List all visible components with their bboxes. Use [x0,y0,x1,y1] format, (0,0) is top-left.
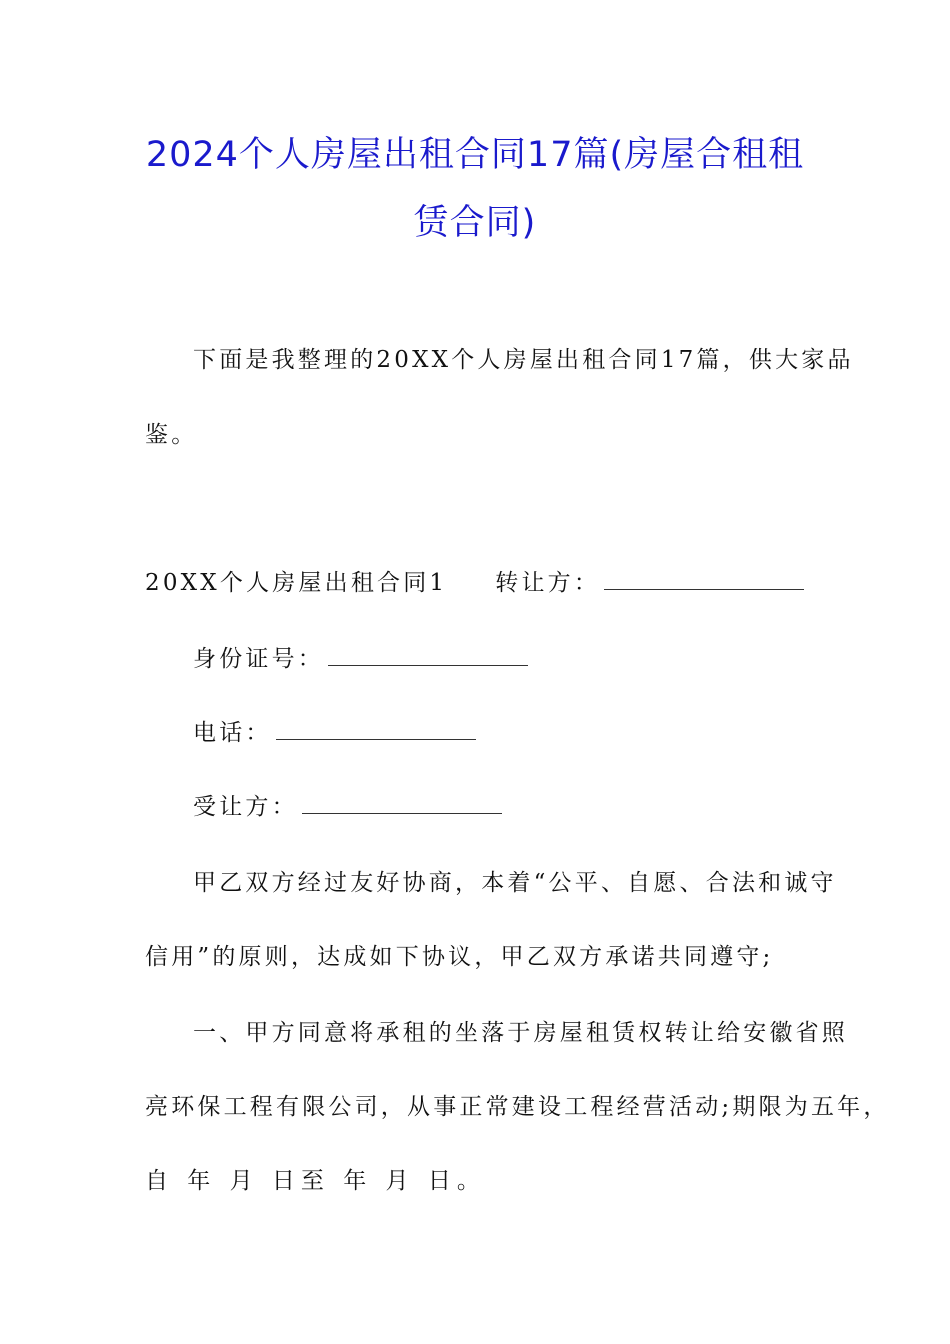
paragraph-2-line-3: 自 年 月 日至 年 月 日。 [145,1168,486,1194]
phone-blank [276,719,476,740]
paragraph-1-line-1: 甲乙双方经过友好协商，本着“公平、自愿、合法和诚守 [193,870,837,896]
paragraph-2-line-1: 一、甲方同意将承租的坐落于房屋租赁权转让给安徽省照 [193,1020,848,1046]
phone-label: 电话： [193,720,272,746]
transferor-blank [604,569,804,590]
intro-line-2: 鉴。 [145,422,198,448]
id-number-row [193,644,528,674]
transferee-blank [302,793,502,814]
document-title-line-1: 2024个人房屋出租合同17篇(房屋合租租 [145,135,805,175]
paragraph-2-line-2: 亮环保工程有限公司，从事正常建设工程经营活动;期限为五年， [145,1094,890,1120]
section-heading-row [145,568,804,598]
intro-line-1: 下面是我整理的20XX个人房屋出租合同17篇，供大家品 [193,347,854,373]
section-heading: 20XX个人房屋出租合同1 [145,570,448,596]
transferee-label: 受让方： [193,794,298,820]
transferor-label: 转让方： [495,570,601,596]
phone-row [193,718,476,748]
transferee-row [193,792,502,822]
id-number-blank [328,645,528,666]
id-number-label: 身份证号： [193,646,324,672]
paragraph-1-line-2: 信用”的原则，达成如下协议，甲乙双方承诺共同遵守; [145,944,774,970]
document-title-line-2: 赁合同) [413,203,537,243]
